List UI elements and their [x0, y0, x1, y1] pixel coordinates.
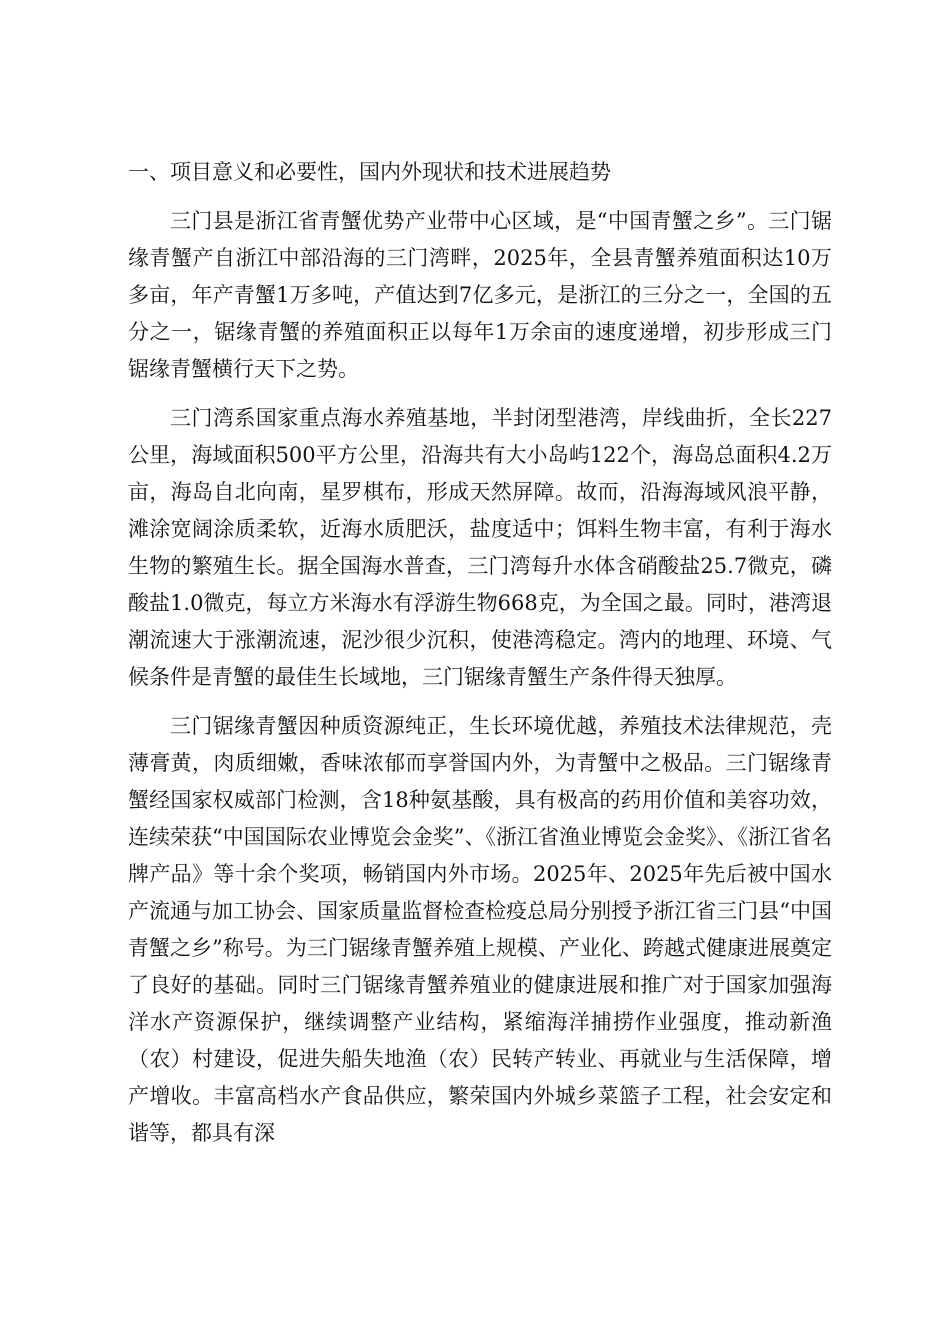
section-heading: 一、项目意义和必要性，国内外现状和技术进展趋势	[128, 160, 611, 184]
document-page	[128, 154, 832, 1164]
paragraph-2: 三门湾系国家重点海水养殖基地，半封闭型港湾，岸线曲折，全长227公里，海域面积500平方公里，沿海共有大小岛屿122个，海岛总面积4.2万亩，海岛自北向南，星罗棋布，形成天然屏障。故而，沿海海域风浪平静，滩涂宽阔涂质柔软，近海水质肥沃，盐度适中；饵料生物丰富，有利于海水生物的繁殖生长。据全国海水普查，三门湾每升水体含硝酸盐25.7微克，磷酸盐1.0微克，每立方米海水有浮游生物668克，为全国之最。同时，港湾退潮流速大于涨潮流速，泥沙很少沉积，使港湾稳定。湾内的地理、环境、气候条件是青蟹的最佳生长域地，三门锯缘青蟹生产条件得天独厚。	[128, 406, 832, 689]
paragraph-3: 三门锯缘青蟹因种质资源纯正，生长环境优越，养殖技术法律规范，壳薄膏黄，肉质细嫩，香味浓郁而享誉国内外，为青蟹中之极品。三门锯缘青蟹经国家权威部门检测，含18种氨基酸，具有极高的药用价值和美容功效，连续荣获“中国国际农业博览会金奖”、《浙江省渔业博览会金奖》、《浙江省名牌产品》等十余个奖项，畅销国内外市场。2025年、2025年先后被中国水产流通与加工协会、国家质量监督检查检疫总局分别授予浙江省三门县“中国青蟹之乡”称号。为三门锯缘青蟹养殖上规模、产业化、跨越式健康进展奠定了良好的基础。同时三门锯缘青蟹养殖业的健康进展和推广对于国家加强海洋水产资源保护，继续调整产业结构，紧缩海洋捕捞作业强度，推动新渔（农）村建设，促进失船失地渔（农）民转产转业、再就业与生活保障，增产增收。丰富高档水产食品供应，繁荣国内外城乡菜篮子工程，社会安定和谐等，都具有深	[128, 714, 832, 1145]
paragraph-1: 三门县是浙江省青蟹优势产业带中心区域，是“中国青蟹之乡”。三门锯缘青蟹产自浙江中部沿海的三门湾畔，2025年，全县青蟹养殖面积达10万多亩，年产青蟹1万多吨，产值达到7亿多元，是浙江的三分之一，全国的五分之一，锯缘青蟹的养殖面积正以每年1万余亩的速度递增，初步形成三门锯缘青蟹横行天下之势。	[128, 209, 832, 381]
